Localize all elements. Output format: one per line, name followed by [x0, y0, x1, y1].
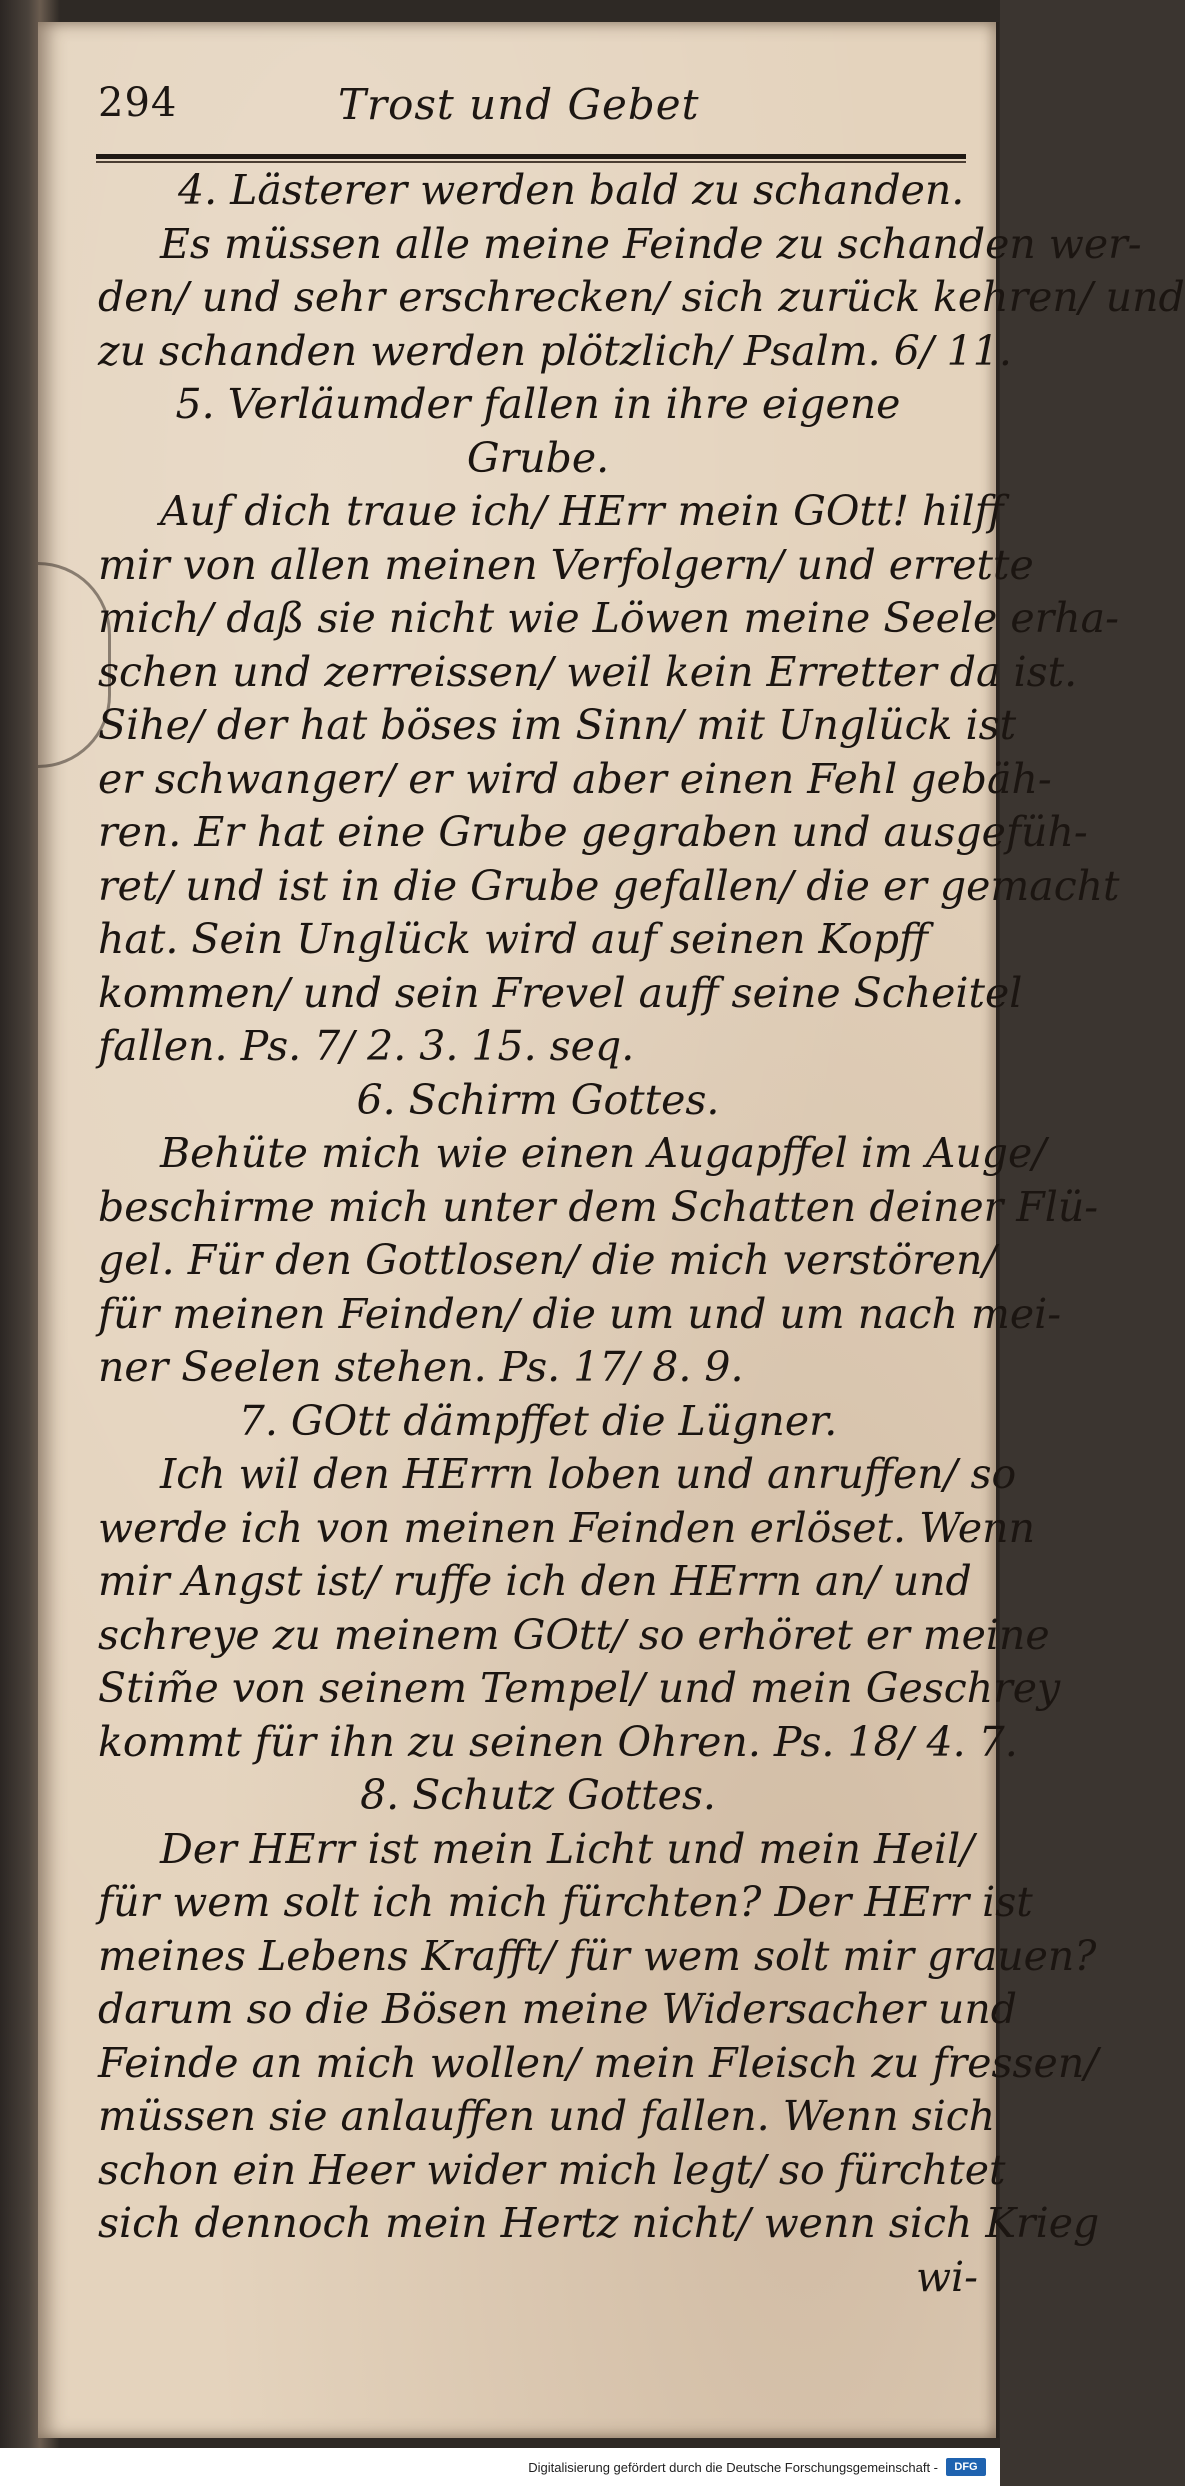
text-line: den/ und sehr erschrecken/ sich zurück kehren/ und: [98, 273, 1185, 321]
text-line: für wem solt ich mich fürchten? Der HErr ist: [98, 1878, 1033, 1926]
digitization-note: Digitalisierung gefördert durch die Deutsche Forschungsgemeinschaft -: [528, 2460, 938, 2475]
text-line: er schwanger/ er wird aber einen Fehl gebäh-: [98, 754, 1052, 803]
book-page: [38, 22, 1185, 2438]
text-line: werde ich von meinen Feinden erlöset. Wenn: [98, 1503, 1035, 1552]
text-line: Auf dich traue ich/ HErr mein GOtt! hilff: [160, 487, 1004, 535]
section-heading-line: 5. Verläumder fallen in ihre eigene: [175, 380, 901, 428]
text-line: hat. Sein Unglück wird auf seinen Kopff: [98, 915, 929, 963]
text-line: für meinen Feinden/ die um und um nach mei-: [98, 1289, 1062, 1338]
text-line: müssen sie anlauffen und fallen. Wenn sich: [98, 2092, 996, 2140]
section-heading-line: 8. Schutz Gottes.: [360, 1771, 716, 1819]
text-line: kommt für ihn zu seinen Ohren. Ps. 18/ 4. 7.: [98, 1717, 1018, 1766]
header-rule: [96, 154, 966, 164]
section-heading-line: 4. Lästerer werden bald zu schanden.: [178, 166, 965, 214]
text-line: Behüte mich wie einen Augapffel im Auge/: [160, 1129, 1047, 1177]
text-line: zu schanden werden plötzlich/ Psalm. 6/ 11.: [98, 326, 1012, 375]
text-line: Der HErr ist mein Licht und mein Heil/: [160, 1824, 975, 1873]
dfg-logo: DFG: [946, 2458, 986, 2476]
text-line: mich/ daß sie nicht wie Löwen meine Seele erha-: [98, 594, 1119, 642]
text-line: Stim̃e von seinem Tempel/ und mein Geschrey: [98, 1664, 1061, 1712]
text-line: kommen/ und sein Frevel auff seine Scheitel: [98, 968, 1023, 1017]
body-text: [98, 164, 1185, 2304]
text-line: darum so die Bösen meine Widersacher und: [98, 1985, 1017, 2033]
text-line: ner Seelen stehen. Ps. 17/ 8. 9.: [98, 1343, 744, 1391]
text-line: ret/ und ist in die Grube gefallen/ die er gemacht: [98, 861, 1120, 910]
text-line: ren. Er hat eine Grube gegraben und ausgefüh-: [98, 808, 1088, 856]
text-line: beschirme mich unter dem Schatten deiner Flü-: [98, 1182, 1099, 1231]
text-line: schen und zerreissen/ weil kein Erretter da ist.: [98, 647, 1078, 696]
section-heading-line: Grube.: [466, 433, 610, 482]
text-line: mir von allen meinen Verfolgern/ und errette: [98, 540, 1034, 589]
text-line: schon ein Heer wider mich legt/ so fürchtet: [98, 2145, 1006, 2194]
text-line: sich dennoch mein Hertz nicht/ wenn sich Krieg: [98, 2199, 1100, 2247]
text-line: Ich wil den HErrn loben und anruffen/ so: [160, 1450, 1017, 1498]
text-line: wi-: [915, 2252, 978, 2301]
section-heading-line: 6. Schirm Gottes.: [356, 1075, 720, 1124]
text-line: meines Lebens Krafft/ für wem solt mir grauen?: [98, 1931, 1097, 1980]
text-line: gel. Für den Gottlosen/ die mich verstören/: [98, 1236, 997, 1284]
text-line: Es müssen alle meine Feinde zu schanden wer-: [160, 219, 1142, 268]
digitization-footer: [0, 2448, 1000, 2486]
section-heading-line: 7. GOtt dämpffet die Lügner.: [238, 1396, 838, 1445]
text-line: Feinde an mich wollen/ mein Fleisch zu fressen/: [98, 2038, 1099, 2087]
text-line: mir Angst ist/ ruffe ich den HErrn an/ und: [98, 1557, 972, 1605]
text-line: fallen. Ps. 7/ 2. 3. 15. seq.: [98, 1022, 635, 1070]
running-head: Trost und Gebet: [338, 80, 700, 129]
page-number: 294: [98, 80, 178, 126]
text-line: Sihe/ der hat böses im Sinn/ mit Unglück ist: [98, 701, 1017, 749]
text-line: schreye zu meinem GOtt/ so erhöret er meine: [98, 1610, 1050, 1659]
